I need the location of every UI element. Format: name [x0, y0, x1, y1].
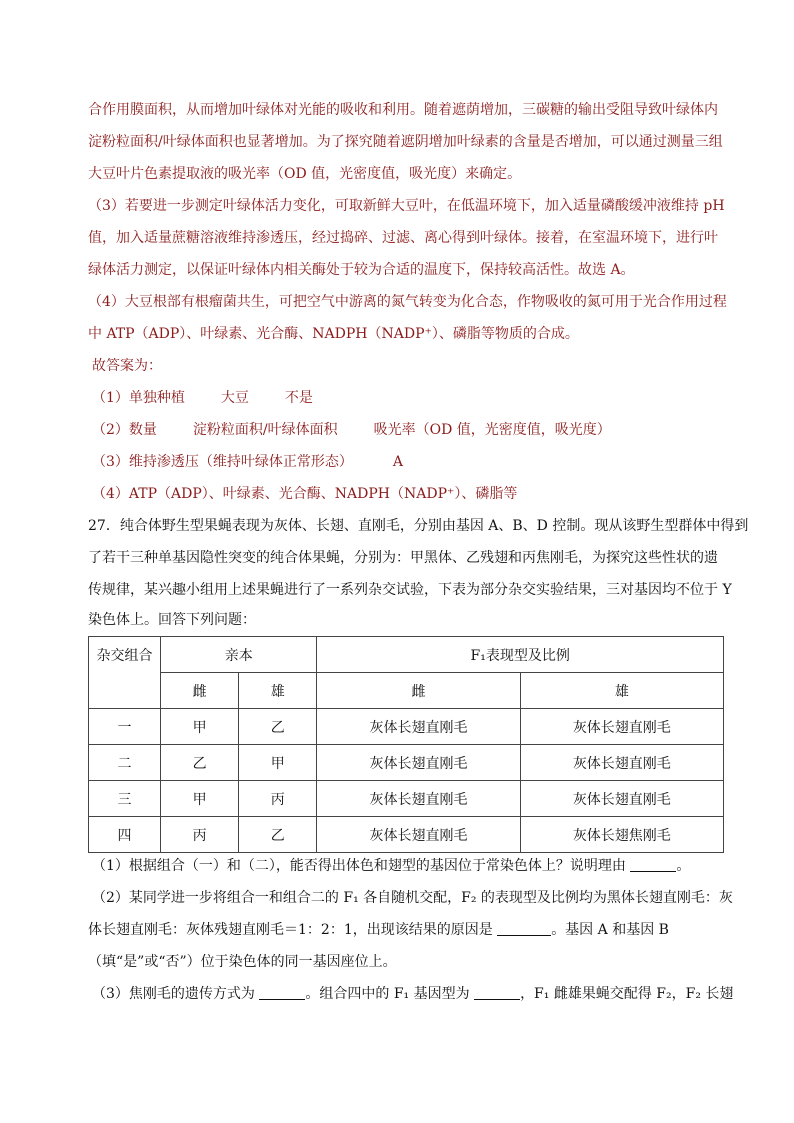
sub-question-2-text: 体长翅直刚毛：灰体残翅直刚毛＝1：2：1，出现该结果的原因是 [88, 922, 493, 938]
explanation-line-2: 淀粉粒面积/叶绿体面积也显著增加。为了探究随着遮阴增加叶绿素的含量是否增加，可以通过测量三组 [88, 134, 723, 150]
table-row [89, 817, 724, 853]
sub-question-2-line-3: （填“是”或“否”）位于染色体的同一基因座位上。 [88, 954, 397, 970]
cell-male-parent: 乙 [239, 817, 317, 853]
cell-f1-male: 灰体长翅直刚毛 [520, 781, 723, 817]
answer-2-part-2: 淀粉粒面积/叶绿体面积 [192, 422, 338, 438]
header-parent-female: 雌 [161, 673, 239, 709]
cell-f1-female: 灰体长翅直刚毛 [317, 817, 520, 853]
header-f1-male: 雄 [520, 673, 723, 709]
header-parent-male: 雄 [239, 673, 317, 709]
sub-question-2-line-1: （2）某同学进一步将组合一和组合二的 F₁ 各自随机交配，F₂ 的表现型及比例均为黑体长翅直刚毛：灰 [92, 890, 733, 906]
cell-female-parent: 丙 [161, 817, 239, 853]
table-row [89, 745, 724, 781]
explanation-line-4: （3）若要进一步测定叶绿体活力变化，可取新鲜大豆叶，在低温环境下，加入适量磷酸缓冲液维持 pH [88, 198, 725, 214]
question-27-line-4: 染色体上。回答下列问题： [88, 612, 256, 628]
answer-1-part-1: （1）单独种植 [92, 390, 185, 406]
answer-3 [92, 452, 403, 472]
answer-blank[interactable] [474, 985, 520, 1000]
cell-f1-female: 灰体长翅直刚毛 [317, 745, 520, 781]
sub-question-3-mid: 。组合四中的 F₁ 基因型为 [305, 986, 470, 1002]
cell-f1-male: 灰体长翅焦刚毛 [520, 817, 723, 853]
sub-question-1-end: 。 [676, 858, 691, 874]
answer-1-part-3: 不是 [284, 390, 313, 406]
answer-3-part-1: （3）维持渗透压（维持叶绿体正常形态） [92, 454, 353, 470]
cell-female-parent: 乙 [161, 745, 239, 781]
header-cross-combo: 杂交组合 [89, 637, 161, 709]
answer-4: （4）ATP（ADP）、叶绿素、光合酶、NADPH（NADP⁺）、磷脂等 [92, 486, 518, 502]
question-27-line-1: 27．纯合体野生型果蝇表现为灰体、长翅、直刚毛，分别由基因 A、B、D 控制。现从该野生型群体中得到 [88, 518, 749, 534]
answer-1 [92, 388, 313, 408]
cell-f1-male: 灰体长翅直刚毛 [520, 709, 723, 745]
header-f1-phenotype: F₁表现型及比例 [317, 637, 724, 673]
cell-combo: 四 [89, 817, 161, 853]
cell-female-parent: 甲 [161, 709, 239, 745]
header-f1-female: 雌 [317, 673, 520, 709]
cell-male-parent: 甲 [239, 745, 317, 781]
sub-question-1-text: （1）根据组合（一）和（二），能否得出体色和翅型的基因位于常染色体上？说明理由 [92, 858, 626, 874]
cell-female-parent: 甲 [161, 781, 239, 817]
sub-question-2-line-2 [88, 920, 669, 940]
explanation-line-1: 合作用膜面积，从而增加叶绿体对光能的吸收和利用。随着遮荫增加，三碳糖的输出受阻导致叶绿体内 [88, 102, 718, 118]
sub-question-3-text: （3）焦刚毛的遗传方式为 [92, 986, 255, 1002]
answer-blank[interactable] [497, 921, 551, 936]
answer-blank[interactable] [259, 985, 305, 1000]
cell-male-parent: 丙 [239, 781, 317, 817]
sub-question-3 [92, 984, 733, 1004]
answer-1-part-2: 大豆 [220, 390, 249, 406]
answer-blank[interactable] [630, 857, 676, 872]
sub-question-1 [92, 856, 690, 876]
table-row [89, 781, 724, 817]
cell-combo: 三 [89, 781, 161, 817]
answer-2-part-1: （2）数量 [92, 422, 157, 438]
header-parents: 亲本 [161, 637, 317, 673]
answer-2 [92, 420, 611, 440]
cell-male-parent: 乙 [239, 709, 317, 745]
cell-combo: 一 [89, 709, 161, 745]
cell-f1-female: 灰体长翅直刚毛 [317, 709, 520, 745]
explanation-line-3: 大豆叶片色素提取液的吸光率（OD 值，光密度值，吸光度）来确定。 [88, 166, 522, 182]
cell-combo: 二 [89, 745, 161, 781]
explanation-line-8: 中 ATP（ADP）、叶绿素、光合酶、NADPH（NADP⁺）、磷脂等物质的合成。 [88, 326, 579, 342]
cross-results-table [88, 636, 724, 853]
question-27-line-2: 了若干三种单基因隐性突变的纯合体果蝇，分别为：甲黑体、乙残翅和丙焦刚毛，为探究这些性状的遗 [88, 550, 718, 566]
cell-f1-female: 灰体长翅直刚毛 [317, 781, 520, 817]
answer-2-part-3: 吸光率（OD 值，光密度值，吸光度） [373, 422, 611, 438]
explanation-line-6: 绿体活力测定，以保证叶绿体内相关酶处于较为合适的温度下，保持较高活性。故选 A。 [88, 262, 635, 278]
question-27-line-3: 传规律，某兴趣小组用上述果蝇进行了一系列杂交试验，下表为部分杂交实验结果，三对基因均不位于 Y [88, 582, 732, 598]
cell-f1-male: 灰体长翅直刚毛 [520, 745, 723, 781]
answer-3-part-2: A [392, 454, 404, 470]
sub-question-2-after-blank: 。基因 A 和基因 B [551, 922, 669, 938]
explanation-line-5: 值，加入适量蔗糖溶液维持渗透压，经过捣碎、过滤、离心得到叶绿体。接着，在室温环境下，进行叶 [88, 230, 718, 246]
table-row [89, 709, 724, 745]
answer-summary-title: 故答案为： [92, 358, 162, 374]
explanation-line-7: （4）大豆根部有根瘤菌共生，可把空气中游离的氮气转变为化合态，作物吸收的氮可用于光合作用过程 [88, 294, 727, 310]
sub-question-3-end: ，F₁ 雌雄果蝇交配得 F₂，F₂ 长翅 [520, 986, 734, 1002]
